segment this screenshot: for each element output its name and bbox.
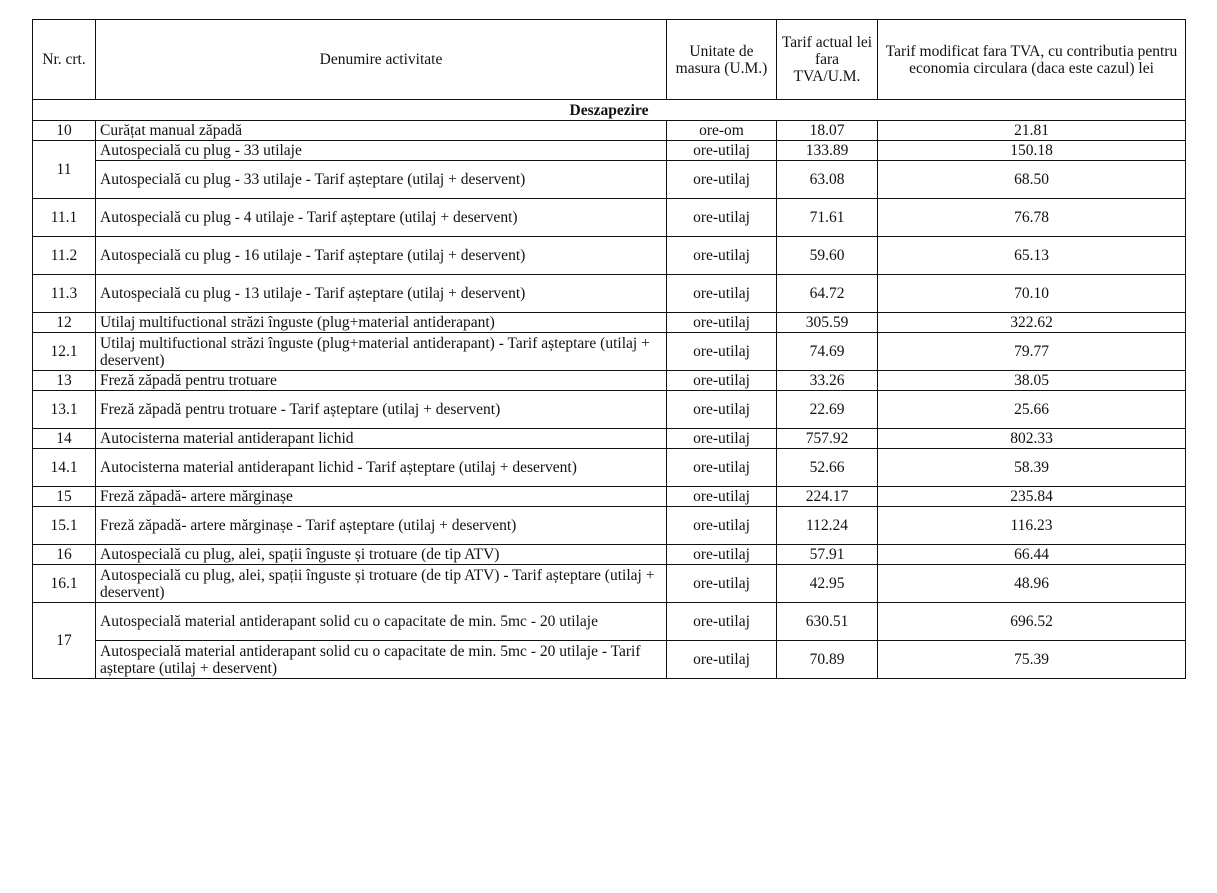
row-nr: 11.1 (33, 199, 96, 237)
row-current-tariff: 224.17 (777, 487, 878, 507)
header-nr: Nr. crt. (33, 20, 96, 100)
row-modified-tariff: 25.66 (878, 391, 1186, 429)
table-row (33, 487, 1186, 507)
section-row (33, 100, 1186, 121)
table-row (33, 333, 1186, 371)
row-activity: Autospecială cu plug, alei, spații înguste și trotuare (de tip ATV) (96, 545, 667, 565)
row-nr: 12 (33, 313, 96, 333)
row-current-tariff: 757.92 (777, 429, 878, 449)
row-current-tariff: 52.66 (777, 449, 878, 487)
row-modified-tariff: 75.39 (878, 641, 1186, 679)
row-modified-tariff: 48.96 (878, 565, 1186, 603)
row-current-tariff: 22.69 (777, 391, 878, 429)
row-nr: 15 (33, 487, 96, 507)
row-unit: ore-utilaj (667, 237, 777, 275)
table-row (33, 313, 1186, 333)
row-nr: 11 (33, 141, 96, 199)
row-modified-tariff: 116.23 (878, 507, 1186, 545)
row-modified-tariff: 322.62 (878, 313, 1186, 333)
table-row (33, 565, 1186, 603)
table-row (33, 121, 1186, 141)
row-modified-tariff: 68.50 (878, 161, 1186, 199)
table-row (33, 391, 1186, 429)
row-current-tariff: 112.24 (777, 507, 878, 545)
table-row (33, 603, 1186, 641)
row-unit: ore-utilaj (667, 565, 777, 603)
row-nr: 14 (33, 429, 96, 449)
row-nr: 17 (33, 603, 96, 679)
row-unit: ore-utilaj (667, 313, 777, 333)
table-row (33, 371, 1186, 391)
table-row (33, 641, 1186, 679)
row-activity: Utilaj multifuctional străzi înguste (plug+material antiderapant) - Tarif așteptare (utilaj + deservent) (96, 333, 667, 371)
row-nr: 11.3 (33, 275, 96, 313)
row-unit: ore-utilaj (667, 545, 777, 565)
row-activity: Autospecială cu plug - 4 utilaje - Tarif așteptare (utilaj + deservent) (96, 199, 667, 237)
row-current-tariff: 70.89 (777, 641, 878, 679)
row-nr: 10 (33, 121, 96, 141)
row-modified-tariff: 150.18 (878, 141, 1186, 161)
row-nr: 16.1 (33, 565, 96, 603)
tariff-table (32, 19, 1186, 679)
row-current-tariff: 18.07 (777, 121, 878, 141)
row-activity: Curățat manual zăpadă (96, 121, 667, 141)
row-unit: ore-utilaj (667, 199, 777, 237)
row-activity: Freză zăpadă pentru trotuare (96, 371, 667, 391)
row-current-tariff: 74.69 (777, 333, 878, 371)
row-modified-tariff: 65.13 (878, 237, 1186, 275)
row-current-tariff: 59.60 (777, 237, 878, 275)
row-activity: Autospecială cu plug - 16 utilaje - Tarif așteptare (utilaj + deservent) (96, 237, 667, 275)
row-nr: 15.1 (33, 507, 96, 545)
row-current-tariff: 57.91 (777, 545, 878, 565)
row-unit: ore-om (667, 121, 777, 141)
row-modified-tariff: 802.33 (878, 429, 1186, 449)
row-current-tariff: 64.72 (777, 275, 878, 313)
row-activity: Autospecială material antiderapant solid cu o capacitate de min. 5mc - 20 utilaje - Tarif așteptare (utilaj + deservent) (96, 641, 667, 679)
row-modified-tariff: 696.52 (878, 603, 1186, 641)
row-unit: ore-utilaj (667, 429, 777, 449)
row-modified-tariff: 21.81 (878, 121, 1186, 141)
row-modified-tariff: 38.05 (878, 371, 1186, 391)
section-title: Deszapezire (33, 100, 1186, 121)
row-unit: ore-utilaj (667, 371, 777, 391)
row-activity: Utilaj multifuctional străzi înguste (plug+material antiderapant) (96, 313, 667, 333)
table-row (33, 507, 1186, 545)
row-activity: Autospecială cu plug - 13 utilaje - Tarif așteptare (utilaj + deservent) (96, 275, 667, 313)
row-unit: ore-utilaj (667, 141, 777, 161)
row-current-tariff: 33.26 (777, 371, 878, 391)
table-row (33, 199, 1186, 237)
row-unit: ore-utilaj (667, 641, 777, 679)
row-activity: Freză zăpadă- artere mărginașe - Tarif așteptare (utilaj + deservent) (96, 507, 667, 545)
table-row (33, 449, 1186, 487)
row-unit: ore-utilaj (667, 603, 777, 641)
row-unit: ore-utilaj (667, 333, 777, 371)
table-row (33, 141, 1186, 161)
row-nr: 13 (33, 371, 96, 391)
row-modified-tariff: 70.10 (878, 275, 1186, 313)
row-modified-tariff: 58.39 (878, 449, 1186, 487)
row-current-tariff: 71.61 (777, 199, 878, 237)
row-activity: Autospecială cu plug - 33 utilaje - Tarif așteptare (utilaj + deservent) (96, 161, 667, 199)
row-unit: ore-utilaj (667, 449, 777, 487)
row-current-tariff: 42.95 (777, 565, 878, 603)
row-unit: ore-utilaj (667, 487, 777, 507)
row-nr: 16 (33, 545, 96, 565)
table-row (33, 429, 1186, 449)
row-modified-tariff: 66.44 (878, 545, 1186, 565)
header-current-tariff: Tarif actual lei fara TVA/U.M. (777, 20, 878, 100)
table-row (33, 237, 1186, 275)
header-modified-tariff: Tarif modificat fara TVA, cu contributia pentru economia circulara (daca este cazul) lei (878, 20, 1186, 100)
row-activity: Autospecială cu plug, alei, spații înguste și trotuare (de tip ATV) - Tarif așteptare (utilaj + deservent) (96, 565, 667, 603)
row-current-tariff: 305.59 (777, 313, 878, 333)
row-unit: ore-utilaj (667, 507, 777, 545)
row-activity: Freză zăpadă pentru trotuare - Tarif așteptare (utilaj + deservent) (96, 391, 667, 429)
row-modified-tariff: 235.84 (878, 487, 1186, 507)
row-unit: ore-utilaj (667, 391, 777, 429)
header-activity: Denumire activitate (96, 20, 667, 100)
row-nr: 12.1 (33, 333, 96, 371)
header-row (33, 20, 1186, 100)
row-current-tariff: 63.08 (777, 161, 878, 199)
row-unit: ore-utilaj (667, 161, 777, 199)
row-modified-tariff: 79.77 (878, 333, 1186, 371)
table-row (33, 161, 1186, 199)
row-modified-tariff: 76.78 (878, 199, 1186, 237)
row-nr: 11.2 (33, 237, 96, 275)
row-nr: 14.1 (33, 449, 96, 487)
row-activity: Autospecială cu plug - 33 utilaje (96, 141, 667, 161)
row-current-tariff: 133.89 (777, 141, 878, 161)
row-activity: Autocisterna material antiderapant lichid - Tarif așteptare (utilaj + deservent) (96, 449, 667, 487)
row-nr: 13.1 (33, 391, 96, 429)
row-unit: ore-utilaj (667, 275, 777, 313)
header-unit: Unitate de masura (U.M.) (667, 20, 777, 100)
row-activity: Freză zăpadă- artere mărginașe (96, 487, 667, 507)
table-row (33, 545, 1186, 565)
row-current-tariff: 630.51 (777, 603, 878, 641)
row-activity: Autocisterna material antiderapant lichid (96, 429, 667, 449)
table-row (33, 275, 1186, 313)
row-activity: Autospecială material antiderapant solid cu o capacitate de min. 5mc - 20 utilaje (96, 603, 667, 641)
